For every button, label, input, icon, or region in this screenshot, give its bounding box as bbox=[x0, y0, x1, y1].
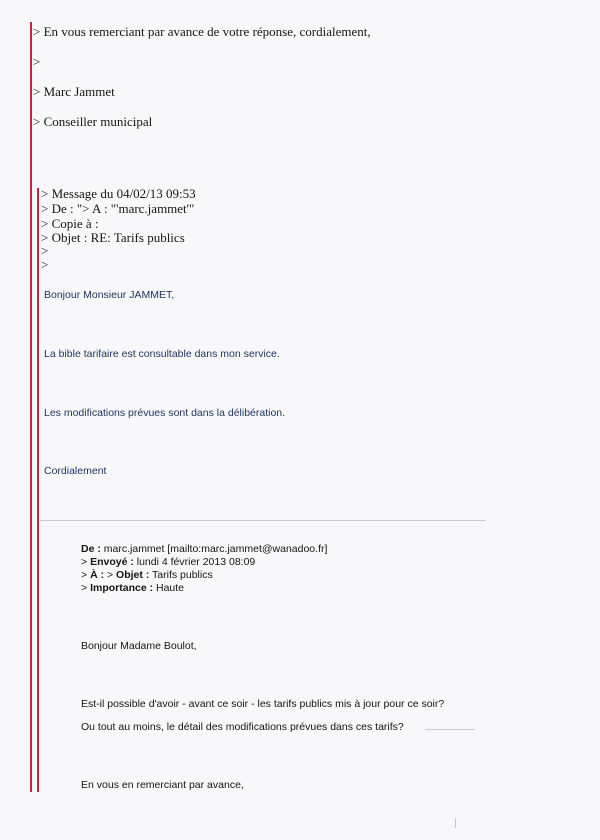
original-sent-line bbox=[81, 556, 255, 569]
to-label: À : bbox=[90, 569, 105, 581]
reply-paragraph-2: Les modifications prévues sont dans la délibération. bbox=[44, 407, 286, 419]
original-paragraph-1: Est-il possible d'avoir - avant ce soir - les tarifs publics mis à jour pour ce soir? bbox=[81, 698, 445, 710]
quote-empty-line: > bbox=[33, 54, 41, 69]
original-to-subject-line bbox=[81, 569, 213, 582]
header-copy: > Copie à : bbox=[41, 216, 99, 231]
to-prefix: > bbox=[81, 569, 88, 581]
header-empty-line-2: > bbox=[41, 257, 49, 272]
quote-signature-name: > Marc Jammet bbox=[33, 84, 115, 99]
scan-speck bbox=[455, 818, 456, 828]
quote-bar-outer bbox=[30, 22, 32, 792]
from-value: marc.jammet [mailto:marc.jammet@wanadoo.fr] bbox=[103, 543, 328, 555]
header-subject: > Objet : RE: Tarifs publics bbox=[41, 230, 185, 245]
original-closing: En vous en remerciant par avance, bbox=[81, 779, 244, 791]
original-from-line bbox=[81, 543, 327, 556]
reply-closing: Cordialement bbox=[44, 465, 107, 477]
reply-greeting: Bonjour Monsieur JAMMET, bbox=[44, 289, 175, 301]
original-paragraph-2: Ou tout au moins, le détail des modifications prévues dans ces tarifs? bbox=[81, 721, 404, 733]
subject-value: Tarifs publics bbox=[152, 569, 213, 581]
scan-mark bbox=[425, 729, 475, 730]
quote-thanks-line: > En vous remerciant par avance de votre réponse, cordialement, bbox=[33, 24, 371, 39]
sent-value: lundi 4 février 2013 08:09 bbox=[136, 556, 256, 568]
quote-signature-title: > Conseiller municipal bbox=[33, 114, 153, 129]
to-mid: > bbox=[106, 569, 114, 581]
header-from-to: > De : "> A : "'marc.jammet'" bbox=[41, 201, 195, 216]
quote-bar-inner bbox=[37, 188, 39, 792]
original-greeting: Bonjour Madame Boulot, bbox=[81, 640, 197, 652]
importance-label: Importance : bbox=[90, 582, 154, 594]
header-empty-line-1: > bbox=[41, 243, 49, 258]
sent-prefix: > bbox=[81, 556, 88, 568]
from-label: De : bbox=[81, 543, 101, 555]
subject-label: Objet : bbox=[116, 569, 150, 581]
importance-value: Haute bbox=[156, 582, 185, 594]
importance-prefix: > bbox=[81, 582, 88, 594]
sent-label: Envoyé : bbox=[90, 556, 134, 568]
separator-rule bbox=[40, 520, 486, 521]
header-message-date: > Message du 04/02/13 09:53 bbox=[41, 186, 196, 201]
reply-paragraph-1: La bible tarifaire est consultable dans mon service. bbox=[44, 348, 280, 360]
original-importance-line bbox=[81, 582, 184, 595]
